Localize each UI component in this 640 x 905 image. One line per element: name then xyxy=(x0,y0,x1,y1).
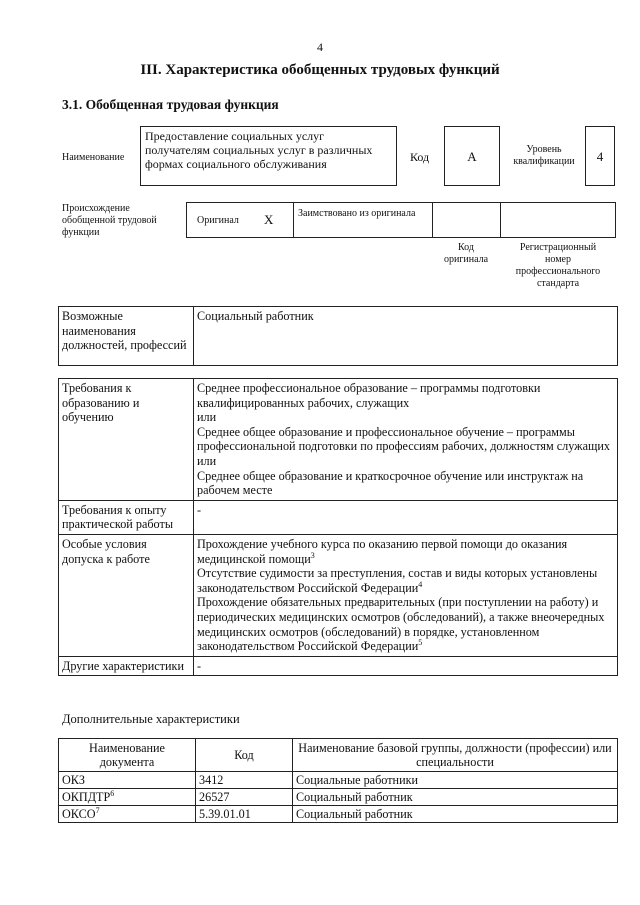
req-special-line: Прохождение обязательных предварительных (при поступлении на работу) и периодических медицинских осмотров (обследований), а также внеочередных медицинских осмотров (обследований) в порядке, установленном законодательством Российской Федерации$^5$ xyxy=(197,595,605,654)
req-experience-value: - xyxy=(194,500,618,534)
table-row xyxy=(59,806,618,823)
code-label: Код xyxy=(410,150,430,164)
row-group-name: Социальный работник xyxy=(293,789,618,806)
name-value: Предоставление социальных услуг получателям социальных услуг в различных формах социального обслуживания xyxy=(145,129,373,171)
req-experience-label: Требования к опыту практической работы xyxy=(59,500,194,534)
requirements-table xyxy=(58,378,618,676)
code-value: A xyxy=(467,149,477,164)
code-original-label: Код оригинала xyxy=(443,242,489,265)
row-code: 26527 xyxy=(196,789,293,806)
header-code: Код xyxy=(196,739,293,772)
req-education-line: или xyxy=(197,410,217,425)
additional-table xyxy=(58,738,618,823)
footnote-mark: 4 xyxy=(418,579,423,589)
footnote-mark: 3 xyxy=(310,550,315,560)
origin-label: Происхождение обобщенной трудовой функции xyxy=(62,203,157,238)
table-row xyxy=(59,307,618,366)
origin-divider-2 xyxy=(432,202,433,238)
req-other-label: Другие характеристики xyxy=(59,656,194,676)
footnote-mark: 5 xyxy=(418,638,423,648)
origin-divider-1 xyxy=(293,202,294,238)
table-row xyxy=(59,772,618,789)
possible-names-label: Возможные наименования должностей, профессий xyxy=(59,307,194,366)
table-row xyxy=(59,500,618,534)
req-special-value xyxy=(194,534,618,656)
page-number: 4 xyxy=(317,40,323,54)
subsection-title: 3.1. Обобщенная трудовая функция xyxy=(62,97,279,112)
name-label: Наименование xyxy=(62,152,125,163)
code-value-box xyxy=(444,126,500,186)
header-group-name: Наименование базовой группы, должности (профессии) или специальности xyxy=(293,739,618,772)
row-code: 5.39.01.01 xyxy=(196,806,293,823)
level-value: 4 xyxy=(596,149,604,164)
req-special-label: Особые условия допуска к работе xyxy=(59,534,194,656)
req-education-line: или xyxy=(197,453,217,468)
original-label: Оригинал xyxy=(197,215,239,226)
row-document: ОКПДТР$^6$ xyxy=(59,789,196,806)
row-code: 3412 xyxy=(196,772,293,789)
table-row xyxy=(59,379,618,501)
original-mark: X xyxy=(264,212,274,227)
borrowed-label: Заимствовано из оригинала xyxy=(298,208,416,219)
possible-names-table xyxy=(58,306,618,366)
req-other-value: - xyxy=(194,656,618,676)
table-header-row xyxy=(59,739,618,772)
row-document: ОКСО$^7$ xyxy=(59,806,196,823)
row-group-name: Социальный работник xyxy=(293,806,618,823)
req-education-label: Требования к образованию и обучению xyxy=(59,379,194,501)
row-document: ОКЗ xyxy=(59,772,196,789)
req-education-line: Среднее общее образование и профессиональное обучение – программы профессиональной подготовки по профессиям рабочих, должностям служащих xyxy=(197,424,610,454)
origin-divider-3 xyxy=(500,202,501,238)
table-row xyxy=(59,789,618,806)
req-education-value xyxy=(194,379,618,501)
table-row xyxy=(59,656,618,676)
possible-names-value: Социальный работник xyxy=(194,307,618,366)
req-special-line: Отсутствие судимости за преступления, состав и виды которых установлены законодательством Российской Федерации$^4$ xyxy=(197,566,598,595)
req-special-line: Прохождение учебного курса по оказанию первой помощи до оказания медицинской помощи$^3$ xyxy=(197,536,568,566)
reg-number-label: Регистрационный номер профессионального стандарта xyxy=(515,242,601,289)
level-value-box xyxy=(585,126,615,186)
additional-title: Дополнительные характеристики xyxy=(62,712,240,726)
req-education-line: Среднее профессиональное образование – программы подготовки квалифицированных рабочих, служащих xyxy=(197,381,541,410)
req-education-line: Среднее общее образование и краткосрочное обучение или инструктаж на рабочем месте xyxy=(197,468,584,498)
table-row xyxy=(59,534,618,656)
level-label: Уровень квалификации xyxy=(513,144,575,167)
name-value-box xyxy=(140,126,397,186)
header-document: Наименование документа xyxy=(59,739,196,772)
section-title: III. Характеристика обобщенных трудовых функций xyxy=(140,62,500,78)
row-group-name: Социальные работники xyxy=(293,772,618,789)
